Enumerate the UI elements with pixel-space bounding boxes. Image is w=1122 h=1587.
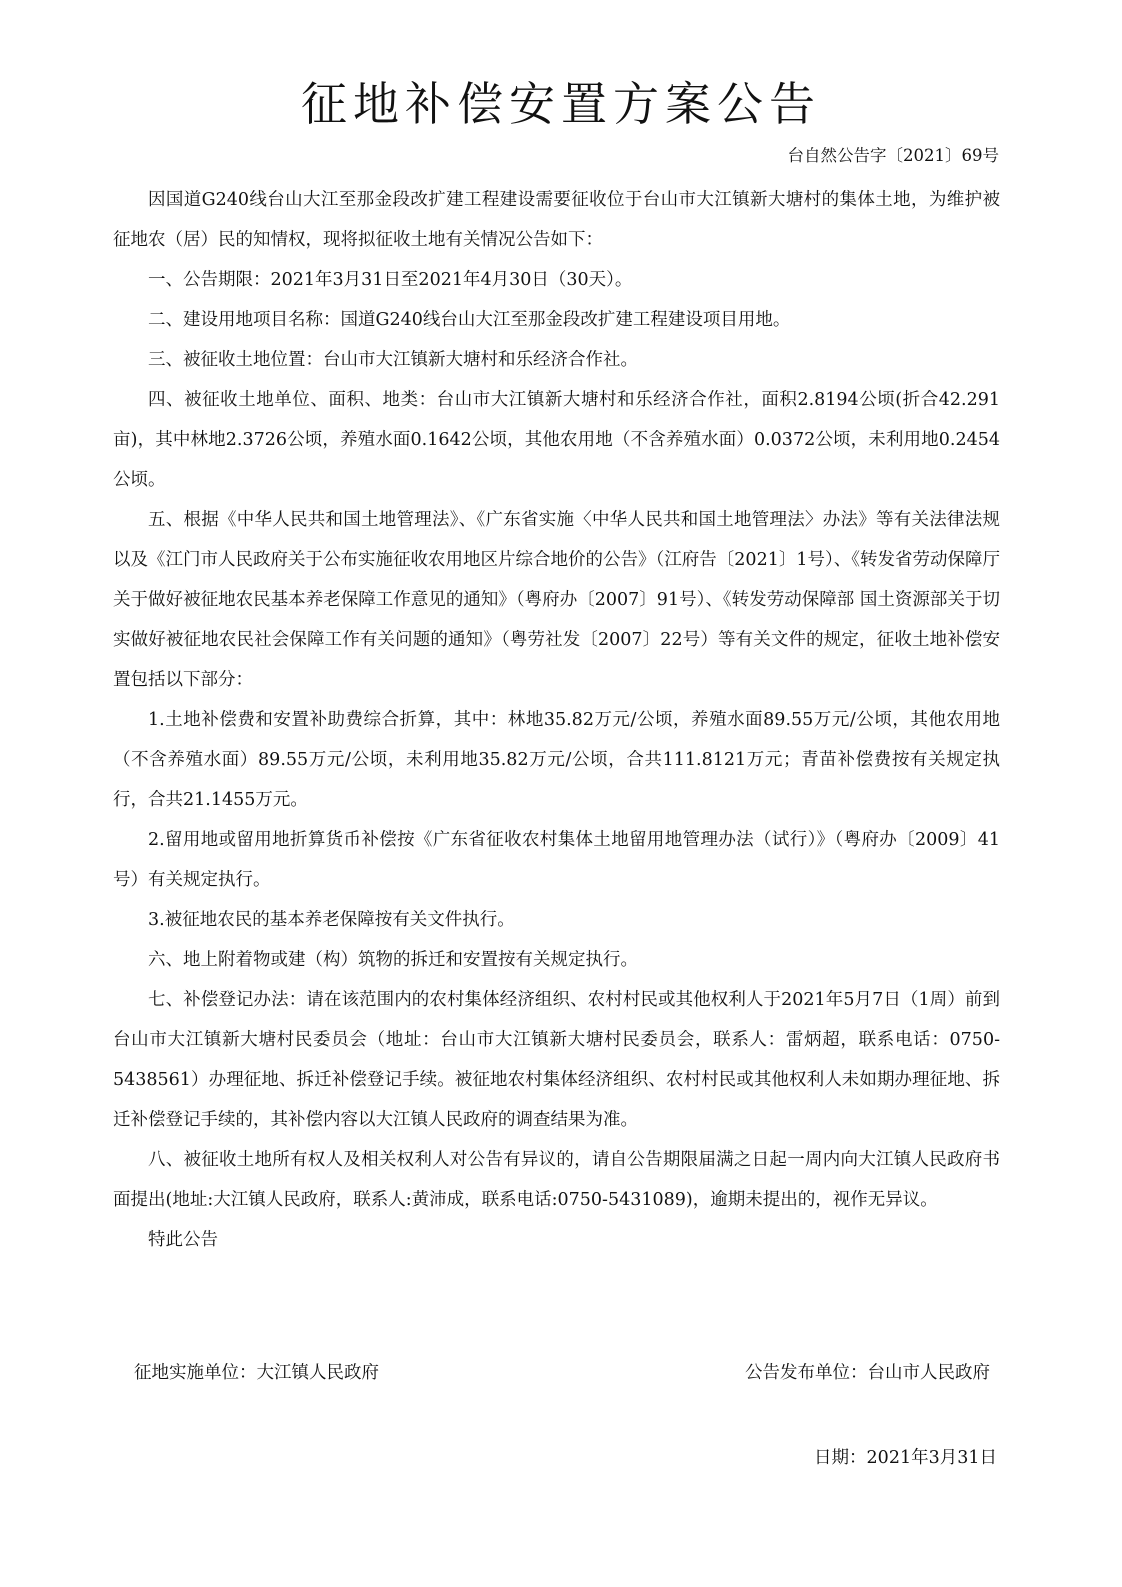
paragraph-intro: 因国道G240线台山大江至那金段改扩建工程建设需要征收位于台山市大江镇新大塘村的集体土地，为维护被征地农（居）民的知情权，现将拟征收土地有关情况公告如下：	[113, 190, 1000, 250]
paragraph-item-2: 二、建设用地项目名称：国道G240线台山大江至那金段改扩建工程建设项目用地。	[148, 310, 791, 330]
paragraph-item-8: 八、被征收土地所有权人及相关权利人对公告有异议的，请自公告期限届满之日起一周内向大江镇人民政府书面提出(地址:大江镇人民政府，联系人:黄沛成，联系电话:0750-5431089)，逾期未提出的，视作无异议。	[113, 1150, 1000, 1210]
implementing-unit: 征地实施单位：大江镇人民政府	[134, 1363, 379, 1383]
paragraph-item-1: 一、公告期限：2021年3月31日至2021年4月30日（30天）。	[148, 270, 633, 290]
document-body	[113, 180, 1000, 1260]
document-date: 日期：2021年3月31日	[814, 1448, 997, 1468]
publishing-unit: 公告发布单位：台山市人民政府	[745, 1363, 990, 1383]
document-title: 征地补偿安置方案公告	[301, 77, 821, 131]
paragraph-item-7: 七、补偿登记办法：请在该范围内的农村集体经济组织、农村村民或其他权利人于2021年5月7日（1周）前到台山市大江镇新大塘村民委员会（地址：台山市大江镇新大塘村民委员会，联系人：雷炳超，联系电话：0750-5438561）办理征地、拆迁补偿登记手续。被征地农村集体经济组织、农村村民或其他权利人未如期办理征地、拆迁补偿登记手续的，其补偿内容以大江镇人民政府的调查结果为准。	[113, 990, 1000, 1130]
paragraph-closing: 特此公告	[148, 1230, 218, 1250]
paragraph-sub-1: 1.土地补偿费和安置补助费综合折算，其中：林地35.82万元/公顷，养殖水面89.55万元/公顷，其他农用地（不含养殖水面）89.55万元/公顷，未利用地35.82万元/公顷，合共111.8121万元；青苗补偿费按有关规定执行，合共21.1455万元。	[113, 710, 1000, 810]
paragraph-sub-2: 2.留用地或留用地折算货币补偿按《广东省征收农村集体土地留用地管理办法（试行）》（粤府办〔2009〕41号）有关规定执行。	[113, 830, 1000, 890]
document-number: 台自然公告字〔2021〕69号	[787, 146, 999, 165]
paragraph-item-3: 三、被征收土地位置：台山市大江镇新大塘村和乐经济合作社。	[148, 350, 638, 370]
paragraph-item-5: 五、根据《中华人民共和国土地管理法》、《广东省实施〈中华人民共和国土地管理法〉办法》等有关法律法规以及《江门市人民政府关于公布实施征收农用地区片综合地价的公告》（江府告〔2021〕1号）、《转发省劳动保障厅关于做好被征地农民基本养老保障工作意见的通知》（粤府办〔2007〕91号）、《转发劳动保障部 国土资源部关于切实做好被征地农民社会保障工作有关问题的通知》（粤劳社发〔2007〕22号）等有关文件的规定，征收土地补偿安置包括以下部分：	[113, 510, 1000, 690]
paragraph-sub-3: 3.被征地农民的基本养老保障按有关文件执行。	[148, 910, 515, 930]
paragraph-item-4: 四、被征收土地单位、面积、地类：台山市大江镇新大塘村和乐经济合作社，面积2.8194公顷(折合42.291亩)，其中林地2.3726公顷，养殖水面0.1642公顷，其他农用地（不含养殖水面）0.0372公顷，未利用地0.2454公顷。	[113, 390, 1000, 490]
paragraph-item-6: 六、地上附着物或建（构）筑物的拆迁和安置按有关规定执行。	[148, 950, 638, 970]
